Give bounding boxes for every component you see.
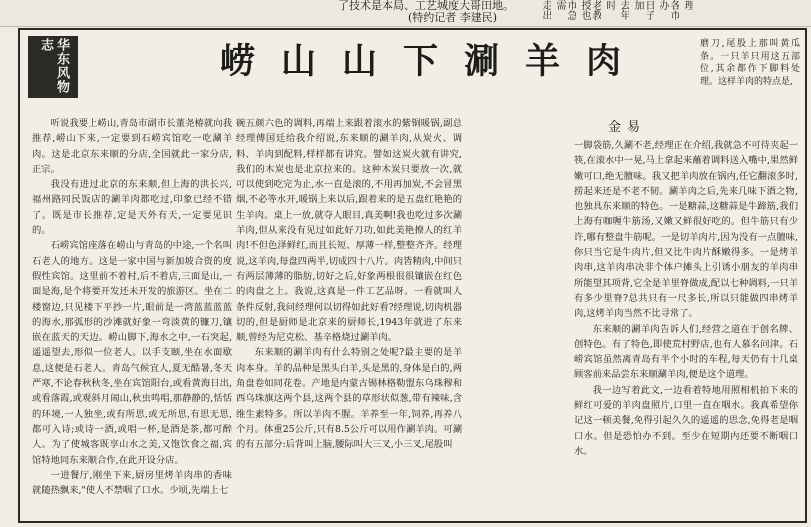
vertical-text-col: 市急需	[554, 0, 576, 20]
paragraph: 磨刀,尾股上那叫黄瓜条。一只羊只用这五部位,其余都作下脚料处理。这样羊肉的特点是,	[700, 39, 800, 87]
sidebar-continuation	[700, 38, 800, 116]
paragraph: 东来顺的涮羊肉告诉人们,经营之道在于创名牌、创特色。有了特色,即使荒村野店,也有人慕名问津。石崂宾馆虽然离青岛有半个小时的车程,每天仍有十几桌顾客前来品尝东来顺涮羊肉,便是这个道理。	[574, 323, 798, 381]
vertical-text-col: 日子加	[632, 0, 654, 20]
vertical-text-col: 各市办	[657, 0, 679, 20]
previous-article-columns	[540, 0, 693, 26]
column-badge	[28, 36, 78, 98]
paragraph: 一脚袋筋,久涮不老,经理正在介绍,我就急不可待夹起一筷,在滚水中一晃,马上拿起来蘸着调料送入嘴中,果然鲜嫩可口,绝无膻味。我又把羊肉放在锅内,任它翻滚多时,捞起来还是不老不韧。涮羊肉之后,先来几味下酒之物,也独具东来顺的特色。一是糖蒜,这糖蒜是牛蹄筋,我们上海有咖喱牛筋汤,又嫩又鲜很好吃的。但牛筋只有少许,哪有整盘牛筋呢。一是切羊肉片,因为没有一点膻味,你只当它是牛肉片,但又比牛肉片酥嫩得多。一是烤羊肉串,这羊肉串决非个体户摊头上引诱小朋友的羊肉串所能望其项背,它全是羊里脊做成,配以七种调料,一只羊有多少里脊?总共只有一尺多长,所以只能做四串烤羊肉,这烤羊肉当然不比寻常了。	[574, 140, 798, 320]
article-frame	[18, 28, 807, 523]
paragraph: 石崂宾馆座落在崂山与青岛的中途,一个名叫石老人的地方。这是一家中国与新加坡合资的度假性宾馆。这里前不着村,后不着店,三面是山,一面是海,是个将要开发还未开发的旅游区。坐在二楼窗边,只见楼下平抄一片,眼前是一湾蓝蓝蓝蓝的海水,那弧形的沙滩就好象一弯淡黄的镰刀,镶嵌在蓝天的天边。崂山脚下,海水之中,一石突起,遥遥望去,形似一位老人。以手支颐,坐在水面歇息,这便是石老人。青岛气候宜人,夏无酷暑,冬天严寒,不论春秋秋冬,坐在宾馆阳台,或看黄海日出,或看落霞,或观斜月闹山,秋虫鸣唱,那静静的,恬恬的环境,一人独坐,或有所思,或无所思,有思无思,都可入诗;或诗一酒,或唱一杯,是酒是茶,都可醉人。为了使城客既享山水之美,又饱饮食之福,宾馆特地同东来顺合作,在此开设分店。	[32, 240, 232, 466]
column-badge-label: 华东风物志	[38, 38, 69, 94]
paragraph: 我没有进过北京的东来顺,但上海的洪长兴,福州路同民饭店的涮羊肉都吃过,印象已经不错了。既是市长推荐,定是天外有天,一定要见识的。	[32, 179, 232, 237]
paragraph: 我一边写着此文,一边看着特地用照相机拍下来的鲜红可爱的羊肉盘照片,口里一直在咽水。我真希望你记这一顿美餐,免得引起久久的遥遥的思念,免得老是咽口水。但是恐怕办不到。至少在短期内还要不断咽口水。	[574, 384, 798, 457]
text-column-1	[32, 116, 232, 518]
paragraph: 听说我要上崂山,青岛市副市长董尧椿就向我推荐,崂山下来,一定要到石崂宾馆吃一吃涮羊肉。这是北京东来顺的分店,全国就此一家分店,正宗。	[32, 118, 232, 175]
previous-article-credit: (特约记者 李建民)	[408, 11, 498, 24]
paragraph: 碗五颜六色的调料,再端上来跟着滚水的紫铜暖锅,副总经理傅国廷给我介绍说,东来顺的涮羊肉,从炭火、调料、羊肉到配料,样样都有讲究。譬如这炭火就有讲究,我们的木炭也是北京拉来的。这种木炭只要放一次,就可以使到吃完为止,水一直是滚的,不用再加炭,不会冒黑烟,不必等水开,暖锅上来以后,跟着来的是五盘红艳艳的生羊肉。桌上一放,就夺人眼目,真美啊!我也吃过多次涮羊肉,但从来没有见过如此好刀功,如此美艳撩人的红羊肉!不但色泽鲜红,而且长短、厚薄一样,整整齐齐。经理说,这羊肉,每盘四两半,切成四十八片。肉皆精肉,中间只有两层薄薄的脂肪,切好之后,好象两根很很镶嵌在红色的肉盘之上。我说,这真是一件工艺品呀。一看就叫人条件反射,我问经理何以切得如此好看?经理说,切肉机器切的,但是厨师是北京来的厨师长,1943年就进了东来顺,曾经为尼克松、基辛格烧过涮羊肉。	[236, 118, 462, 344]
vertical-text-col: 去年	[618, 0, 629, 20]
vertical-text-col: 走出	[540, 0, 551, 20]
headline: 崂山山下涮羊肉	[220, 41, 648, 82]
text-column-3	[574, 138, 798, 518]
previous-article-tail	[338, 0, 538, 24]
paragraph: 东来顺的涮羊肉有什么特别之处呢?最主要的是羊肉本身。羊的品种是黑头白羊,头是黑的,身体是白的,两角盘卷如同花卷。产地是内蒙古锡林格勒盟东乌珠穆和西乌珠旗这两个县,这两个县的草形状似葱,带有辣味,含维生素特多。所以羊肉不腥。羊养至一年,饲养,再养八个月。体重25公斤,只有8.5公斤可以用作涮羊肉。可涮的有五部分:后背叫上脑,腰际叫大三叉,小三叉,尾股叫	[236, 347, 462, 451]
vertical-text-col: 理	[682, 0, 693, 10]
text-column-2	[236, 116, 462, 518]
vertical-text-col: 老教授也	[579, 0, 601, 20]
byline: 金易	[608, 120, 647, 135]
previous-article-line: 了技术是本局、工艺城度大哥田地。	[338, 0, 514, 12]
vertical-text-col: 时	[604, 0, 615, 10]
previous-article-strip	[0, 0, 811, 27]
paragraph: 一进餐厅,刚坐下来,厨房里烤羊肉串的香味就随热飘来,"使人不禁咽了口水。少顷,先端上七	[32, 469, 232, 497]
